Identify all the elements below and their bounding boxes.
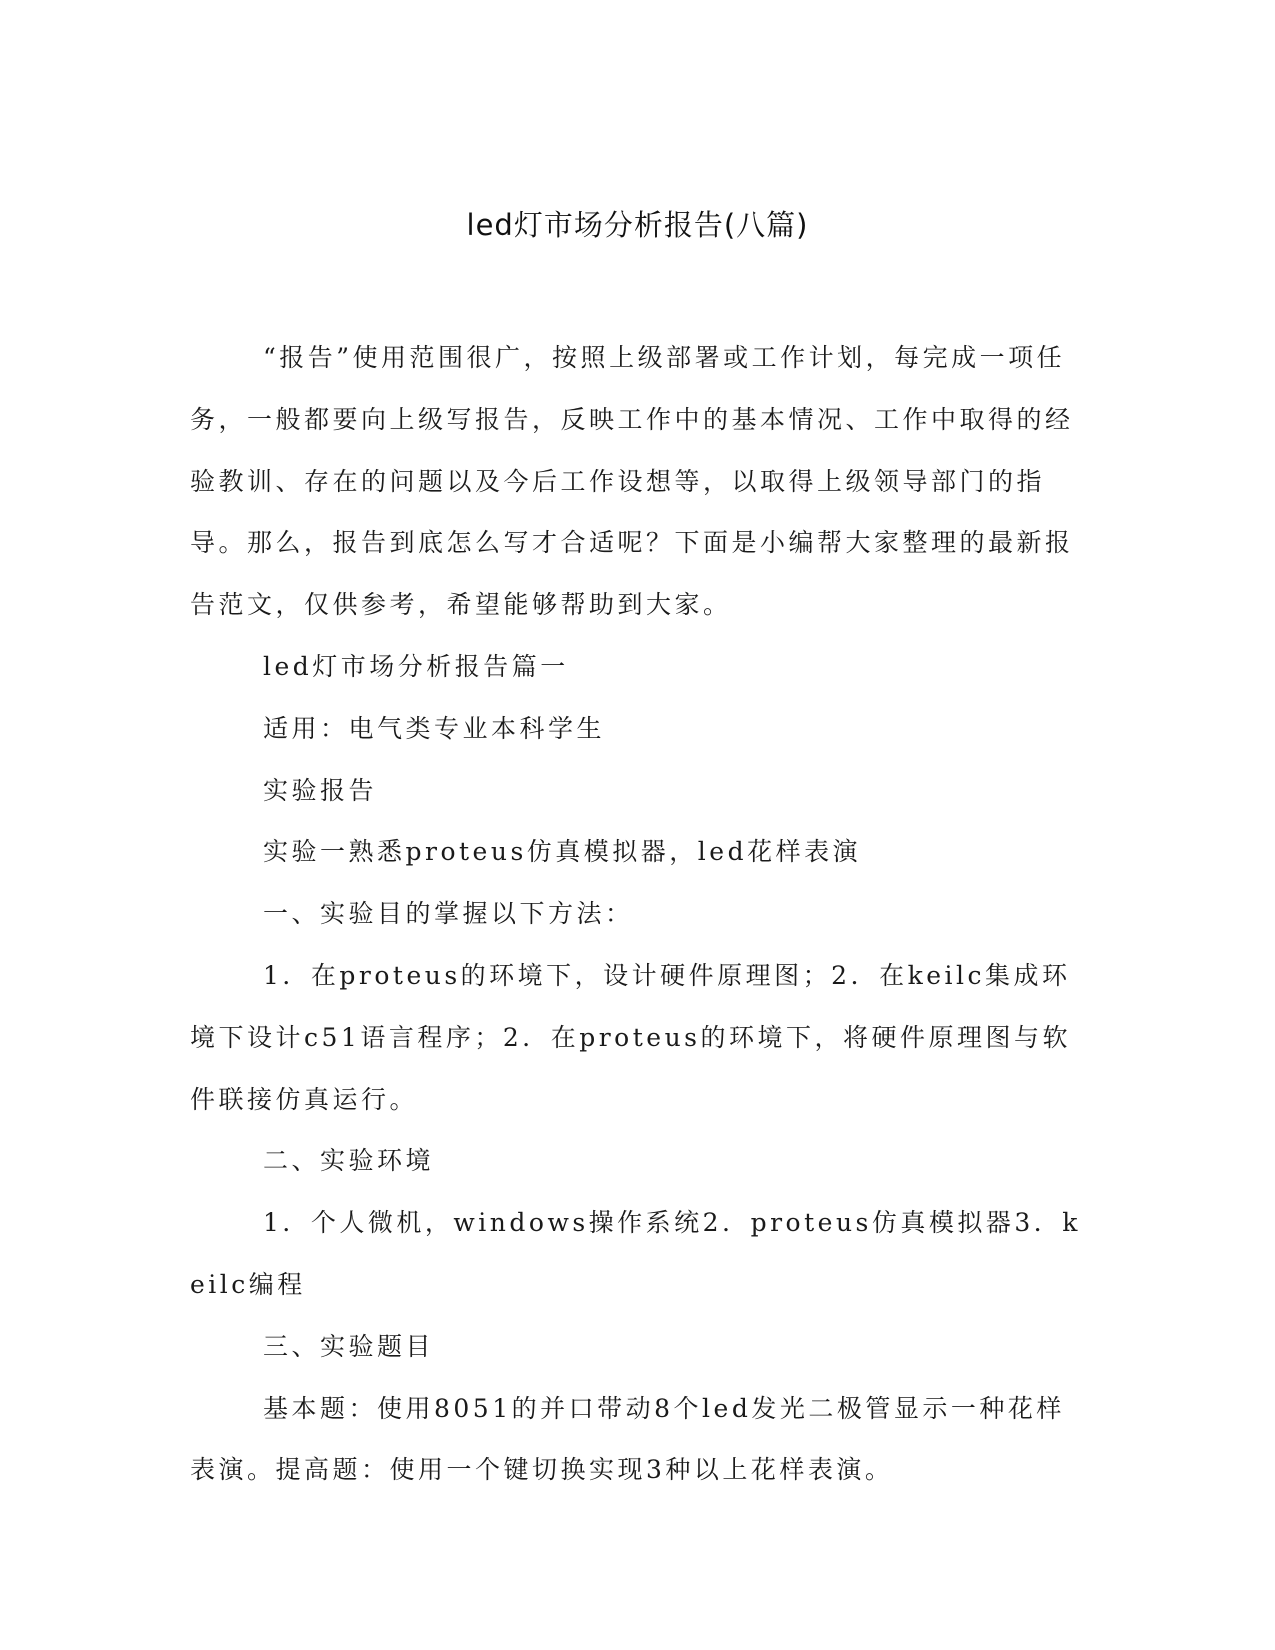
paragraph-environment-heading: 二、实验环境	[263, 1146, 435, 1176]
paragraph-objective-heading: 一、实验目的掌握以下方法：	[263, 899, 634, 929]
paragraph-environment-items: 1．个人微机，windows操作系统2．proteus仿真模拟器3．keilc编程	[190, 1208, 1081, 1299]
paragraph-report-label: 实验报告	[263, 775, 378, 805]
paragraph-experiment-title: 实验一熟悉proteus仿真模拟器，led花样表演	[263, 837, 862, 867]
paragraph-objective-items: 1．在proteus的环境下，设计硬件原理图；2．在keilc集成环境下设计c51语言程序；2．在proteus的环境下，将硬件原理图与软件联接仿真运行。	[190, 960, 1071, 1114]
paragraph-topic-items: 基本题：使用8051的并口带动8个led发光二极管显示一种花样表演。提高题：使用一个键切换实现3种以上花样表演。	[190, 1393, 1065, 1485]
paragraph-section-heading: led灯市场分析报告篇一	[263, 651, 569, 681]
paragraph-intro: “报告”使用范围很广，按照上级部署或工作计划，每完成一项任务，一般都要向上级写报告，反映工作中的基本情况、工作中取得的经验教训、存在的问题以及今后工作设想等，以取得上级领导部门的指导。那么，报告到底怎么写才合适呢？下面是小编帮大家整理的最新报告范文，仅供参考，希望能够帮助到大家。	[190, 343, 1074, 620]
paragraph-applicable: 适用：电气类专业本科学生	[263, 713, 606, 743]
paragraph-topic-heading: 三、实验题目	[263, 1331, 435, 1361]
document-body	[190, 327, 1085, 1501]
document-title: led灯市场分析报告(八篇)	[466, 208, 809, 242]
